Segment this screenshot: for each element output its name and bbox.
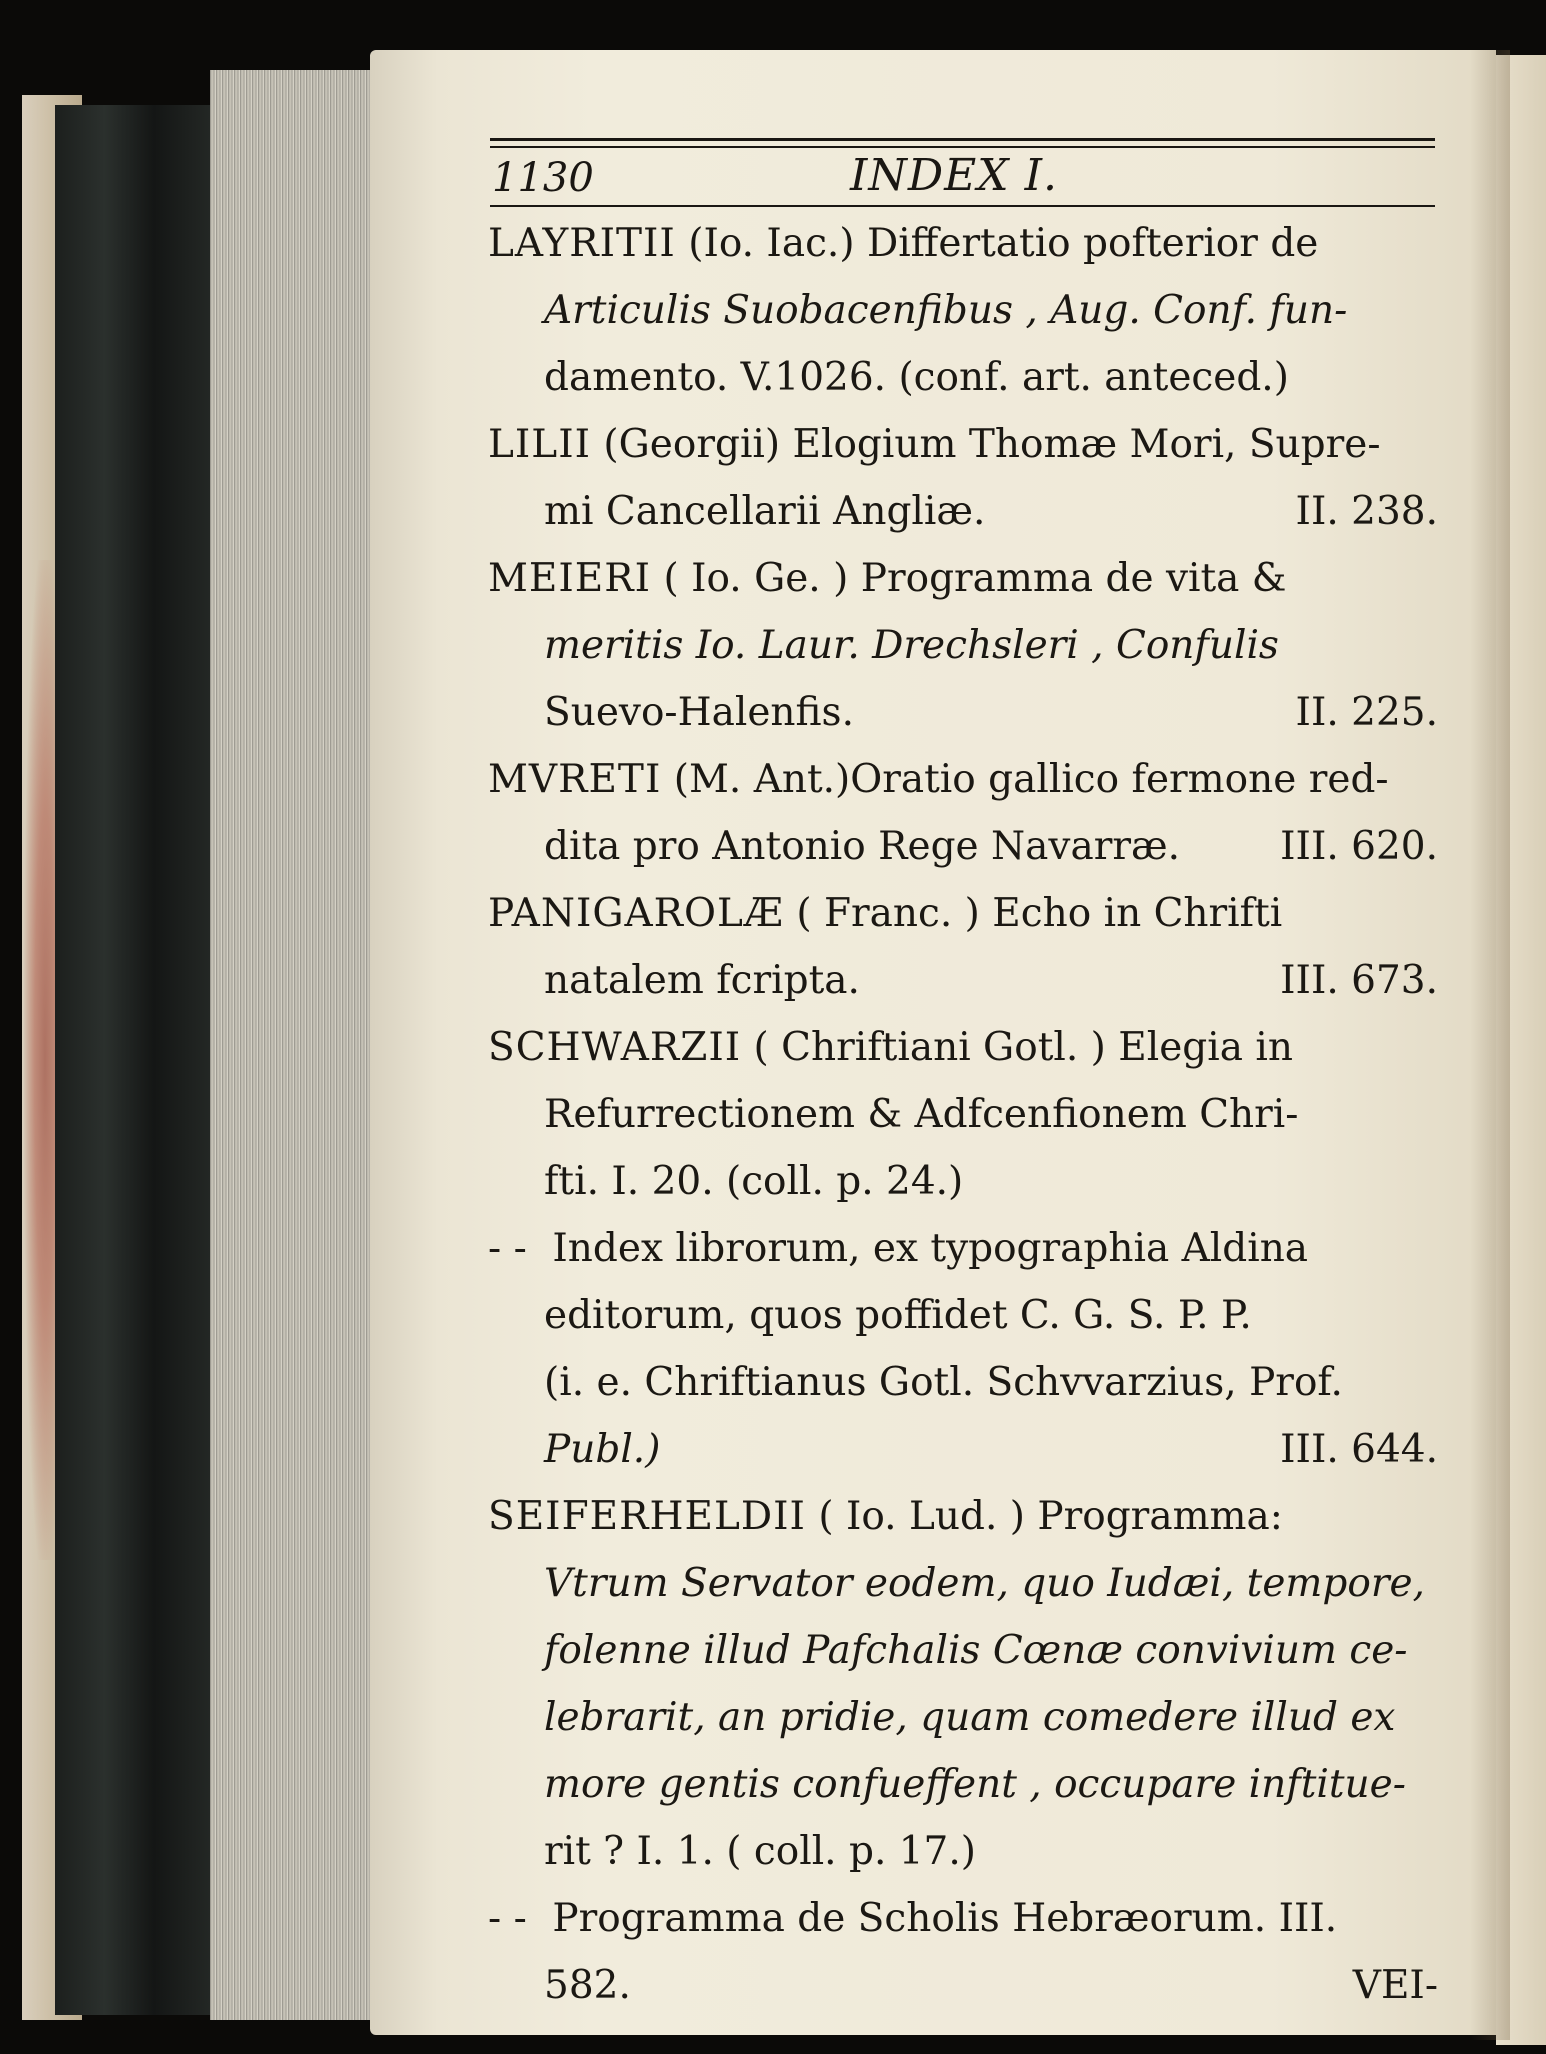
entry-text: meritis Io. Laur. Drechsleri , Confulis — [544, 623, 1279, 668]
entry-text: damento. V.1026. (conf. art. anteced.) — [544, 355, 1289, 400]
index-entry — [488, 210, 1438, 411]
entry-line — [488, 947, 1438, 1014]
entry-line — [488, 478, 1438, 545]
entry-line — [488, 1014, 1438, 1081]
volume-page-ref: III. 620. — [1280, 824, 1438, 869]
entry-line — [488, 1952, 1438, 2019]
index-entry — [488, 545, 1438, 746]
entry-text: Publ.) — [544, 1427, 661, 1472]
entry-line — [488, 679, 1438, 746]
entry-text: Programma de Scholis Hebræorum. III. — [540, 1896, 1338, 1941]
entry-name: LAYRITII — [488, 221, 676, 266]
entry-text: folenne illud Pafchalis Cœnæ convivium ce- — [544, 1628, 1408, 1673]
index-entry — [488, 411, 1438, 545]
entry-line — [488, 1215, 1438, 1282]
ditto-dash: - - — [488, 1896, 527, 1941]
page-edges — [210, 70, 380, 2020]
volume-page-ref: II. 225. — [1295, 690, 1438, 735]
entry-line — [488, 746, 1438, 813]
entry-text: dita pro Antonio Rege Navarræ. — [544, 824, 1181, 869]
entry-line — [488, 1483, 1438, 1550]
entry-text: (i. e. Chriftianus Gotl. Schvvarzius, Prof. — [544, 1360, 1343, 1405]
entry-line — [488, 1148, 1438, 1215]
entry-line — [488, 210, 1438, 277]
header-underline — [490, 205, 1435, 207]
entry-text: ( Io. Ge. ) Programma de vita & — [651, 556, 1287, 601]
entry-name: PANIGAROLÆ — [488, 891, 784, 936]
index-entry — [488, 746, 1438, 880]
entry-line — [488, 1550, 1438, 1617]
entry-text: Index librorum, ex typographia Aldina — [540, 1226, 1309, 1271]
entry-line — [488, 1081, 1438, 1148]
entry-text: ( Franc. ) Echo in Chrifti — [783, 891, 1283, 936]
book-spine — [55, 105, 220, 2015]
header-rule — [490, 138, 1435, 141]
catchword: VEI- — [1352, 1963, 1438, 2008]
entry-line — [488, 1416, 1438, 1483]
entry-text: 582. — [544, 1963, 631, 2008]
page-number: 1130 — [492, 155, 594, 201]
entry-line — [488, 1818, 1438, 1885]
entry-line — [488, 344, 1438, 411]
index-entry — [488, 1483, 1438, 1885]
entry-text: fti. I. 20. (coll. p. 24.) — [544, 1159, 964, 1204]
entry-line — [488, 1617, 1438, 1684]
header-rule-thin — [490, 146, 1435, 148]
index-entry — [488, 1014, 1438, 1215]
volume-page-ref: III. 673. — [1280, 958, 1438, 1003]
entry-line — [488, 880, 1438, 947]
entry-text: Suevo-Halenfis. — [544, 690, 854, 735]
entry-line — [488, 1751, 1438, 1818]
entry-line — [488, 1349, 1438, 1416]
entry-text: ( Chriftiani Gotl. ) Elegia in — [741, 1025, 1293, 1070]
entry-name: SEIFERHELDII — [488, 1494, 806, 1539]
entry-line — [488, 277, 1438, 344]
entry-name: MEIERI — [488, 556, 652, 601]
entry-text: mi Cancellarii Angliæ. — [544, 489, 986, 534]
index-entries — [488, 210, 1438, 2019]
volume-page-ref: II. 238. — [1295, 489, 1438, 534]
running-title: INDEX I. — [850, 150, 1058, 201]
entry-text: (Georgii) Elogium Thomæ Mori, Supre- — [591, 422, 1381, 467]
index-entry — [488, 880, 1438, 1014]
volume-page-ref: III. 644. — [1280, 1427, 1438, 1472]
entry-name: MVRETI — [488, 757, 662, 802]
entry-text: editorum, quos poffidet C. G. S. P. P. — [544, 1293, 1252, 1338]
entry-text: Articulis Suobacenfibus , Aug. Conf. fun- — [544, 288, 1348, 333]
entry-line — [488, 545, 1438, 612]
entry-text: rit ? I. 1. ( coll. p. 17.) — [544, 1829, 976, 1874]
entry-line — [488, 612, 1438, 679]
entry-text: ( Io. Lud. ) Programma: — [805, 1494, 1283, 1539]
index-subentry — [488, 1215, 1438, 1483]
entry-line — [488, 1282, 1438, 1349]
entry-text: natalem fcripta. — [544, 958, 860, 1003]
entry-name: SCHWARZII — [488, 1025, 742, 1070]
entry-line — [488, 813, 1438, 880]
entry-text: more gentis confueffent , occupare inftitue- — [544, 1762, 1406, 1807]
entry-text: (Io. Iac.) Differtatio pofterior de — [675, 221, 1319, 266]
ditto-dash: - - — [488, 1226, 527, 1271]
entry-line — [488, 1684, 1438, 1751]
entry-text: Refurrectionem & Adfcenfionem Chri- — [544, 1092, 1299, 1137]
entry-text: (M. Ant.)Oratio gallico fermone red- — [661, 757, 1389, 802]
entry-text: lebrarit, an pridie, quam comedere illud ex — [544, 1695, 1396, 1740]
entry-line — [488, 1885, 1438, 1952]
index-subentry — [488, 1885, 1438, 2019]
entry-text: Vtrum Servator eodem, quo Iudæi, tempore, — [544, 1561, 1425, 1606]
gutter-shadow — [1470, 50, 1510, 2040]
entry-name: LILII — [488, 422, 592, 467]
entry-line — [488, 411, 1438, 478]
